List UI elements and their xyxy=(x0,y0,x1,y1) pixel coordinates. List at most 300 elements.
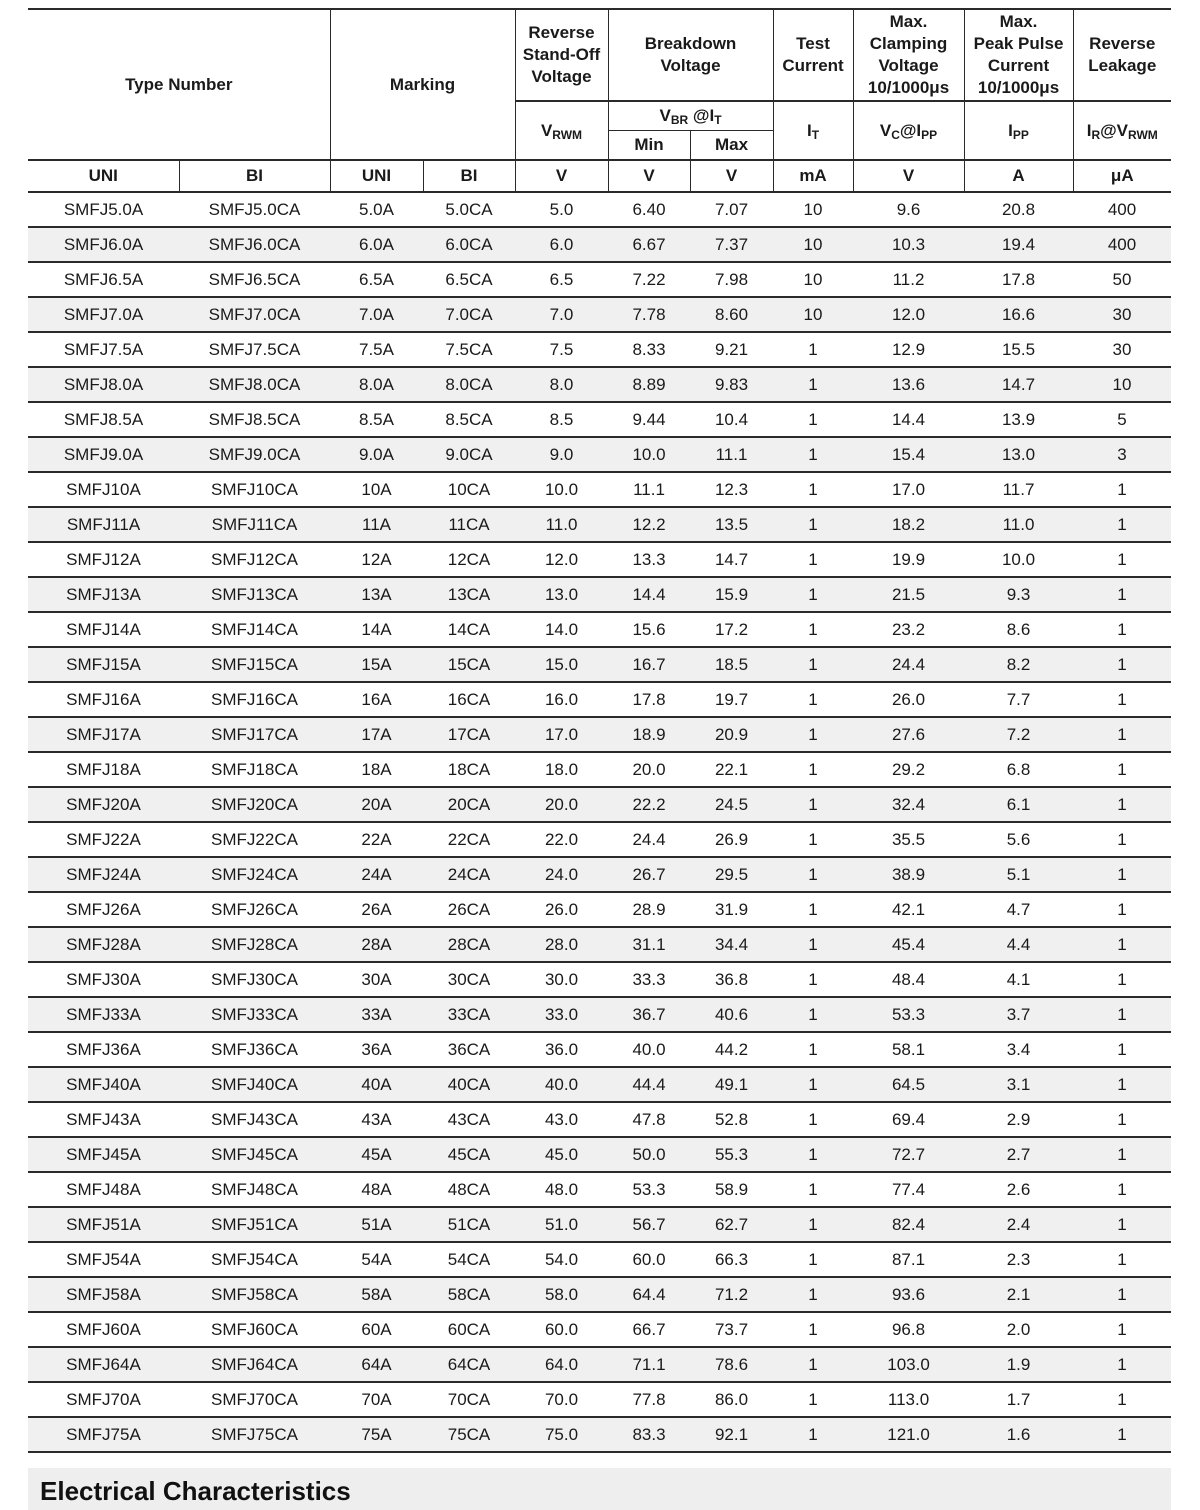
table-cell: 52.8 xyxy=(714,1109,749,1129)
table-cell: 58.1 xyxy=(891,1039,926,1059)
table-cell: 9.21 xyxy=(714,339,749,359)
table-cell: 69.4 xyxy=(891,1109,926,1129)
table-cell: 1 xyxy=(1117,479,1127,499)
table-cell: SMFJ58CA xyxy=(211,1284,298,1304)
table-cell: 18.5 xyxy=(714,654,749,674)
header-min: Min xyxy=(608,131,690,161)
table-row xyxy=(28,752,1171,787)
table-cell: 7.98 xyxy=(714,269,749,289)
table-cell: SMFJ13A xyxy=(66,584,141,604)
table-cell: SMFJ30A xyxy=(66,969,141,989)
table-cell: 1 xyxy=(808,759,818,779)
table-cell: 1 xyxy=(808,1144,818,1164)
table-cell: SMFJ48CA xyxy=(211,1179,298,1199)
table-cell: 12.0 xyxy=(891,304,926,324)
table-cell: SMFJ6.5CA xyxy=(208,269,301,289)
table-cell: 16CA xyxy=(447,689,491,709)
table-cell: 1 xyxy=(808,724,818,744)
table-cell: 6.40 xyxy=(632,199,666,219)
table-cell: 1 xyxy=(808,1319,818,1339)
table-cell: 8.5A xyxy=(359,409,394,429)
table-cell: 13.9 xyxy=(1001,409,1036,429)
table-cell: 1 xyxy=(1117,1424,1127,1444)
table-cell: 48.4 xyxy=(891,969,926,989)
table-cell: 36A xyxy=(361,1039,392,1059)
table-cell: 19.4 xyxy=(1001,234,1036,254)
table-cell: 10 xyxy=(803,304,823,324)
table-cell: SMFJ18CA xyxy=(211,759,298,779)
table-cell: 22A xyxy=(361,829,392,849)
table-cell: 1 xyxy=(1117,514,1127,534)
table-cell: 9.3 xyxy=(1006,584,1031,604)
table-cell: 8.60 xyxy=(714,304,749,324)
table-cell: 7.0 xyxy=(549,304,574,324)
table-row xyxy=(28,787,1171,822)
table-cell: 7.07 xyxy=(714,199,749,219)
table-cell: 1 xyxy=(1117,1179,1127,1199)
table-cell: 42.1 xyxy=(891,899,926,919)
table-cell: 19.9 xyxy=(891,549,926,569)
table-cell: 60.0 xyxy=(544,1319,579,1339)
table-cell: 4.1 xyxy=(1006,969,1031,989)
table-cell: 1 xyxy=(808,1354,818,1374)
table-cell: 1 xyxy=(1117,864,1127,884)
table-cell: 5.6 xyxy=(1006,829,1031,849)
table-cell: 10.0 xyxy=(632,444,666,464)
table-cell: 20.8 xyxy=(1001,199,1036,219)
table-cell: SMFJ10A xyxy=(66,479,141,499)
table-cell: 9.0 xyxy=(549,444,574,464)
table-cell: 1 xyxy=(808,1109,818,1129)
table-cell: 10 xyxy=(803,234,823,254)
table-cell: 103.0 xyxy=(887,1354,930,1374)
unit-cell: BI xyxy=(423,160,515,192)
table-cell: 1 xyxy=(1117,1354,1127,1374)
table-cell: 1 xyxy=(808,969,818,989)
table-cell: 14A xyxy=(361,619,392,639)
table-cell: 1 xyxy=(1117,724,1127,744)
table-cell: 64.5 xyxy=(891,1074,926,1094)
table-row xyxy=(28,507,1171,542)
table-header xyxy=(28,9,1171,192)
table-cell: 9.83 xyxy=(714,374,749,394)
table-row xyxy=(28,1382,1171,1417)
table-cell: 14.4 xyxy=(632,584,666,604)
table-cell: 7.0CA xyxy=(445,304,493,324)
table-cell: 33A xyxy=(361,1004,392,1024)
table-row xyxy=(28,997,1171,1032)
table-cell: 18.0 xyxy=(544,759,579,779)
table-cell: 1.9 xyxy=(1006,1354,1031,1374)
table-cell: 8.2 xyxy=(1006,654,1031,674)
table-cell: 24CA xyxy=(447,864,491,884)
table-cell: 54CA xyxy=(447,1249,491,1269)
table-cell: SMFJ45A xyxy=(66,1144,141,1164)
table-cell: 54.0 xyxy=(544,1249,579,1269)
table-cell: 71.1 xyxy=(632,1354,666,1374)
table-cell: 75CA xyxy=(447,1424,491,1444)
table-cell: 11.0 xyxy=(1002,514,1035,534)
table-row xyxy=(28,822,1171,857)
table-cell: 70CA xyxy=(447,1389,491,1409)
table-cell: 8.0CA xyxy=(445,374,493,394)
table-cell: SMFJ51A xyxy=(66,1214,141,1234)
table-cell: SMFJ33CA xyxy=(211,1004,298,1024)
table-cell: 11.0 xyxy=(545,514,578,534)
table-cell: 10 xyxy=(1112,374,1132,394)
table-cell: 48CA xyxy=(447,1179,491,1199)
table-cell: SMFJ15A xyxy=(66,654,141,674)
table-cell: 11.2 xyxy=(892,269,925,289)
table-cell: 47.8 xyxy=(632,1109,666,1129)
table-row xyxy=(28,1347,1171,1382)
table-cell: 8.89 xyxy=(632,374,666,394)
table-cell: 9.0CA xyxy=(445,444,493,464)
table-cell: 26.9 xyxy=(714,829,749,849)
table-cell: 3.4 xyxy=(1006,1039,1031,1059)
table-cell: 1 xyxy=(808,409,818,429)
table-cell: 1 xyxy=(1117,1249,1127,1269)
header-type-number: Type Number xyxy=(28,9,330,160)
table-cell: 11A xyxy=(362,514,391,534)
table-cell: 17.0 xyxy=(544,724,579,744)
table-cell: SMFJ40A xyxy=(66,1074,141,1094)
table-cell: 1 xyxy=(808,549,818,569)
table-cell: 1 xyxy=(1117,654,1127,674)
table-cell: 26.7 xyxy=(632,864,666,884)
table-cell: 7.37 xyxy=(714,234,749,254)
table-cell: 62.7 xyxy=(714,1214,749,1234)
table-cell: 20CA xyxy=(447,794,491,814)
table-cell: SMFJ7.5CA xyxy=(208,339,301,359)
table-cell: 48.0 xyxy=(544,1179,579,1199)
table-cell: SMFJ11CA xyxy=(211,514,298,534)
table-cell: 26.0 xyxy=(544,899,579,919)
unit-cell: V xyxy=(515,160,608,192)
table-cell: 7.7 xyxy=(1006,689,1031,709)
table-cell: 2.9 xyxy=(1006,1109,1031,1129)
table-cell: SMFJ20CA xyxy=(211,794,298,814)
table-cell: 8.6 xyxy=(1006,619,1031,639)
header-breakdown-voltage: Breakdown Voltage xyxy=(608,9,773,101)
table-cell: SMFJ8.5A xyxy=(63,409,144,429)
table-cell: SMFJ8.0CA xyxy=(208,374,301,394)
header-marking: Marking xyxy=(330,9,515,160)
table-row xyxy=(28,647,1171,682)
table-cell: SMFJ9.0A xyxy=(63,444,144,464)
table-cell: 43A xyxy=(361,1109,392,1129)
table-cell: SMFJ6.0CA xyxy=(208,234,301,254)
table-cell: 20A xyxy=(361,794,392,814)
table-cell: 13.3 xyxy=(632,549,666,569)
table-cell: 18CA xyxy=(447,759,491,779)
table-row xyxy=(28,332,1171,367)
table-cell: 10A xyxy=(361,479,392,499)
table-cell: 56.7 xyxy=(632,1214,666,1234)
table-row xyxy=(28,1277,1171,1312)
table-cell: SMFJ7.5A xyxy=(63,339,144,359)
table-cell: 27.6 xyxy=(891,724,926,744)
table-cell: 51A xyxy=(361,1214,392,1234)
table-cell: SMFJ22CA xyxy=(211,829,298,849)
table-cell: 7.2 xyxy=(1006,724,1031,744)
table-cell: 1.7 xyxy=(1006,1389,1031,1409)
table-cell: 6.67 xyxy=(632,234,666,254)
table-cell: 30CA xyxy=(447,969,491,989)
table-cell: 1 xyxy=(808,514,818,534)
table-cell: 5.0 xyxy=(549,199,574,219)
table-row xyxy=(28,857,1171,892)
table-cell: 17A xyxy=(361,724,392,744)
table-cell: 36.8 xyxy=(714,969,749,989)
table-cell: 58.9 xyxy=(714,1179,749,1199)
table-row xyxy=(28,1417,1171,1452)
table-cell: 1 xyxy=(1117,794,1127,814)
table-cell: 18.2 xyxy=(891,514,926,534)
table-cell: 10.0 xyxy=(544,479,579,499)
table-cell: 5.0A xyxy=(359,199,394,219)
table-cell: 77.4 xyxy=(891,1179,926,1199)
table-cell: 1 xyxy=(808,899,818,919)
table-cell: 66.7 xyxy=(632,1319,666,1339)
table-row xyxy=(28,262,1171,297)
table-cell: 7.5 xyxy=(549,339,574,359)
table-cell: 8.33 xyxy=(632,339,666,359)
symbol-vbr: $V_{BR}$ $@I_T$ xyxy=(608,101,773,131)
table-cell: SMFJ14CA xyxy=(211,619,298,639)
table-cell: 13.6 xyxy=(891,374,926,394)
table-cell: SMFJ24A xyxy=(66,864,141,884)
table-cell: 1 xyxy=(808,1249,818,1269)
table-cell: 400 xyxy=(1107,234,1137,254)
table-cell: 15.9 xyxy=(714,584,749,604)
table-cell: SMFJ40CA xyxy=(211,1074,298,1094)
table-cell: 1 xyxy=(1117,1039,1127,1059)
table-cell: 36.0 xyxy=(544,1039,579,1059)
table-cell: 64A xyxy=(361,1354,392,1374)
table-cell: 1 xyxy=(1117,1074,1127,1094)
table-cell: 14.0 xyxy=(544,619,579,639)
table-cell: 6.8 xyxy=(1006,759,1031,779)
table-cell: 11.1 xyxy=(633,479,665,499)
table-cell: SMFJ17A xyxy=(66,724,141,744)
table-cell: 28A xyxy=(361,934,392,954)
header-peak-pulse-current: Max. Peak Pulse Current 10/1000μs xyxy=(964,9,1073,101)
unit-cell: UNI xyxy=(330,160,423,192)
table-cell: 60A xyxy=(361,1319,392,1339)
table-row xyxy=(28,1067,1171,1102)
table-cell: 9.0A xyxy=(359,444,394,464)
table-cell: 1 xyxy=(808,794,818,814)
header-test-current: Test Current xyxy=(773,9,853,101)
table-cell: 75.0 xyxy=(544,1424,579,1444)
table-cell: 49.1 xyxy=(714,1074,749,1094)
unit-cell: mA xyxy=(773,160,853,192)
table-cell: 7.5CA xyxy=(445,339,493,359)
table-cell: 20.0 xyxy=(632,759,666,779)
table-cell: SMFJ45CA xyxy=(211,1144,298,1164)
table-cell: 44.2 xyxy=(714,1039,749,1059)
table-cell: 16.7 xyxy=(632,654,666,674)
table-cell: SMFJ75CA xyxy=(211,1424,298,1444)
table-cell: 8.5 xyxy=(549,409,574,429)
table-cell: 75A xyxy=(361,1424,392,1444)
table-cell: 14.4 xyxy=(891,409,926,429)
table-cell: 13.5 xyxy=(714,514,749,534)
table-cell: 6.0A xyxy=(359,234,394,254)
units-row xyxy=(28,160,1171,192)
table-cell: 26CA xyxy=(447,899,491,919)
section-footer xyxy=(28,1468,1171,1510)
table-cell: 1 xyxy=(1117,1109,1127,1129)
table-cell: 7.78 xyxy=(632,304,666,324)
table-cell: 45CA xyxy=(447,1144,491,1164)
table-cell: 15A xyxy=(361,654,392,674)
unit-cell: BI xyxy=(179,160,330,192)
table-cell: 53.3 xyxy=(891,1004,926,1024)
table-row xyxy=(28,1312,1171,1347)
table-cell: 7.0A xyxy=(359,304,394,324)
table-cell: SMFJ28CA xyxy=(211,934,298,954)
table-cell: SMFJ64A xyxy=(66,1354,141,1374)
header-reverse-standoff: Reverse Stand-Off Voltage xyxy=(515,9,608,101)
table-cell: 29.2 xyxy=(891,759,926,779)
table-cell: 18.9 xyxy=(632,724,666,744)
table-cell: 2.6 xyxy=(1006,1179,1031,1199)
table-cell: 1 xyxy=(808,1004,818,1024)
table-cell: 1 xyxy=(1117,619,1127,639)
table-row xyxy=(28,962,1171,997)
table-cell: 36.7 xyxy=(632,1004,666,1024)
table-cell: 10.4 xyxy=(714,409,749,429)
table-cell: 2.3 xyxy=(1006,1249,1031,1269)
table-cell: 8.0A xyxy=(359,374,394,394)
electrical-characteristics-sheet xyxy=(28,8,1171,1453)
table-cell: 10.3 xyxy=(891,234,926,254)
table-cell: SMFJ5.0A xyxy=(63,199,144,219)
table-cell: 1 xyxy=(808,654,818,674)
table-cell: 6.1 xyxy=(1006,794,1031,814)
table-cell: 30 xyxy=(1112,304,1132,324)
table-cell: 30A xyxy=(361,969,392,989)
table-cell: SMFJ9.0CA xyxy=(208,444,301,464)
table-cell: 43CA xyxy=(447,1109,491,1129)
table-cell: 15.5 xyxy=(1001,339,1036,359)
table-cell: 70A xyxy=(361,1389,392,1409)
table-cell: SMFJ43A xyxy=(66,1109,141,1129)
table-cell: 1 xyxy=(1117,1389,1127,1409)
table-cell: SMFJ7.0CA xyxy=(208,304,301,324)
table-cell: 1 xyxy=(1117,759,1127,779)
table-cell: 19.7 xyxy=(714,689,749,709)
table-row xyxy=(28,297,1171,332)
symbol-ir: $I_R@V_{RWM}$ xyxy=(1086,120,1158,142)
table-cell: 1 xyxy=(1117,584,1127,604)
table-cell: 1 xyxy=(1117,969,1127,989)
table-cell: 1 xyxy=(1117,689,1127,709)
symbol-it: $I_T$ xyxy=(773,101,853,160)
table-cell: 64.0 xyxy=(544,1354,579,1374)
table-cell: 1 xyxy=(1117,549,1127,569)
table-cell: SMFJ12CA xyxy=(211,549,298,569)
table-cell: 24.5 xyxy=(714,794,749,814)
table-row xyxy=(28,927,1171,962)
table-cell: 9.44 xyxy=(632,409,666,429)
table-cell: 55.3 xyxy=(714,1144,749,1164)
table-cell: 1 xyxy=(808,339,818,359)
table-cell: SMFJ26A xyxy=(66,899,141,919)
table-cell: SMFJ10CA xyxy=(211,479,298,499)
section-title: Electrical Characteristics xyxy=(40,1476,351,1506)
table-cell: 8.5CA xyxy=(445,409,493,429)
table-cell: 6.0CA xyxy=(445,234,493,254)
table-cell: 58.0 xyxy=(544,1284,579,1304)
table-cell: SMFJ48A xyxy=(66,1179,141,1199)
table-cell: 13.0 xyxy=(1001,444,1036,464)
table-cell: 22.1 xyxy=(714,759,749,779)
table-cell: 15CA xyxy=(447,654,491,674)
table-body xyxy=(28,192,1171,1452)
table-row xyxy=(28,192,1171,227)
table-cell: 15.0 xyxy=(544,654,579,674)
table-cell: 22.0 xyxy=(544,829,579,849)
table-cell: 1 xyxy=(1117,934,1127,954)
table-cell: 28.9 xyxy=(632,899,666,919)
table-cell: 1 xyxy=(808,864,818,884)
table-cell: 82.4 xyxy=(891,1214,926,1234)
table-cell: 22CA xyxy=(447,829,491,849)
table-cell: SMFJ58A xyxy=(66,1284,141,1304)
unit-cell: V xyxy=(690,160,773,192)
table-cell: 2.4 xyxy=(1006,1214,1031,1234)
table-cell: 23.2 xyxy=(891,619,926,639)
table-cell: 4.7 xyxy=(1006,899,1031,919)
table-cell: 20.9 xyxy=(714,724,749,744)
table-cell: 1 xyxy=(1117,1004,1127,1024)
table-cell: 1 xyxy=(808,479,818,499)
table-cell: 26.0 xyxy=(891,689,926,709)
table-cell: SMFJ51CA xyxy=(211,1214,298,1234)
table-cell: SMFJ54A xyxy=(66,1249,141,1269)
table-cell: 16.6 xyxy=(1001,304,1036,324)
table-cell: 12.9 xyxy=(891,339,926,359)
table-cell: SMFJ26CA xyxy=(211,899,298,919)
table-cell: 51.0 xyxy=(544,1214,579,1234)
table-cell: SMFJ6.0A xyxy=(63,234,144,254)
table-cell: 12.0 xyxy=(544,549,579,569)
table-cell: 2.0 xyxy=(1006,1319,1031,1339)
table-cell: SMFJ60CA xyxy=(211,1319,298,1339)
table-cell: 35.5 xyxy=(891,829,926,849)
table-cell: 9.6 xyxy=(896,199,921,219)
table-cell: 12A xyxy=(361,549,392,569)
table-cell: 6.5A xyxy=(359,269,394,289)
table-cell: 15.6 xyxy=(632,619,666,639)
table-cell: 40.0 xyxy=(544,1074,579,1094)
unit-cell: V xyxy=(853,160,964,192)
table-cell: 64CA xyxy=(447,1354,491,1374)
table-cell: SMFJ7.0A xyxy=(63,304,144,324)
table-cell: 17.8 xyxy=(632,689,666,709)
table-cell: 31.1 xyxy=(632,934,666,954)
table-cell: 1 xyxy=(808,619,818,639)
table-cell: 50.0 xyxy=(632,1144,666,1164)
table-cell: 28.0 xyxy=(544,934,579,954)
table-cell: 30.0 xyxy=(544,969,579,989)
table-cell: 64.4 xyxy=(632,1284,666,1304)
table-cell: 1 xyxy=(808,1424,818,1444)
table-cell: 1 xyxy=(808,584,818,604)
